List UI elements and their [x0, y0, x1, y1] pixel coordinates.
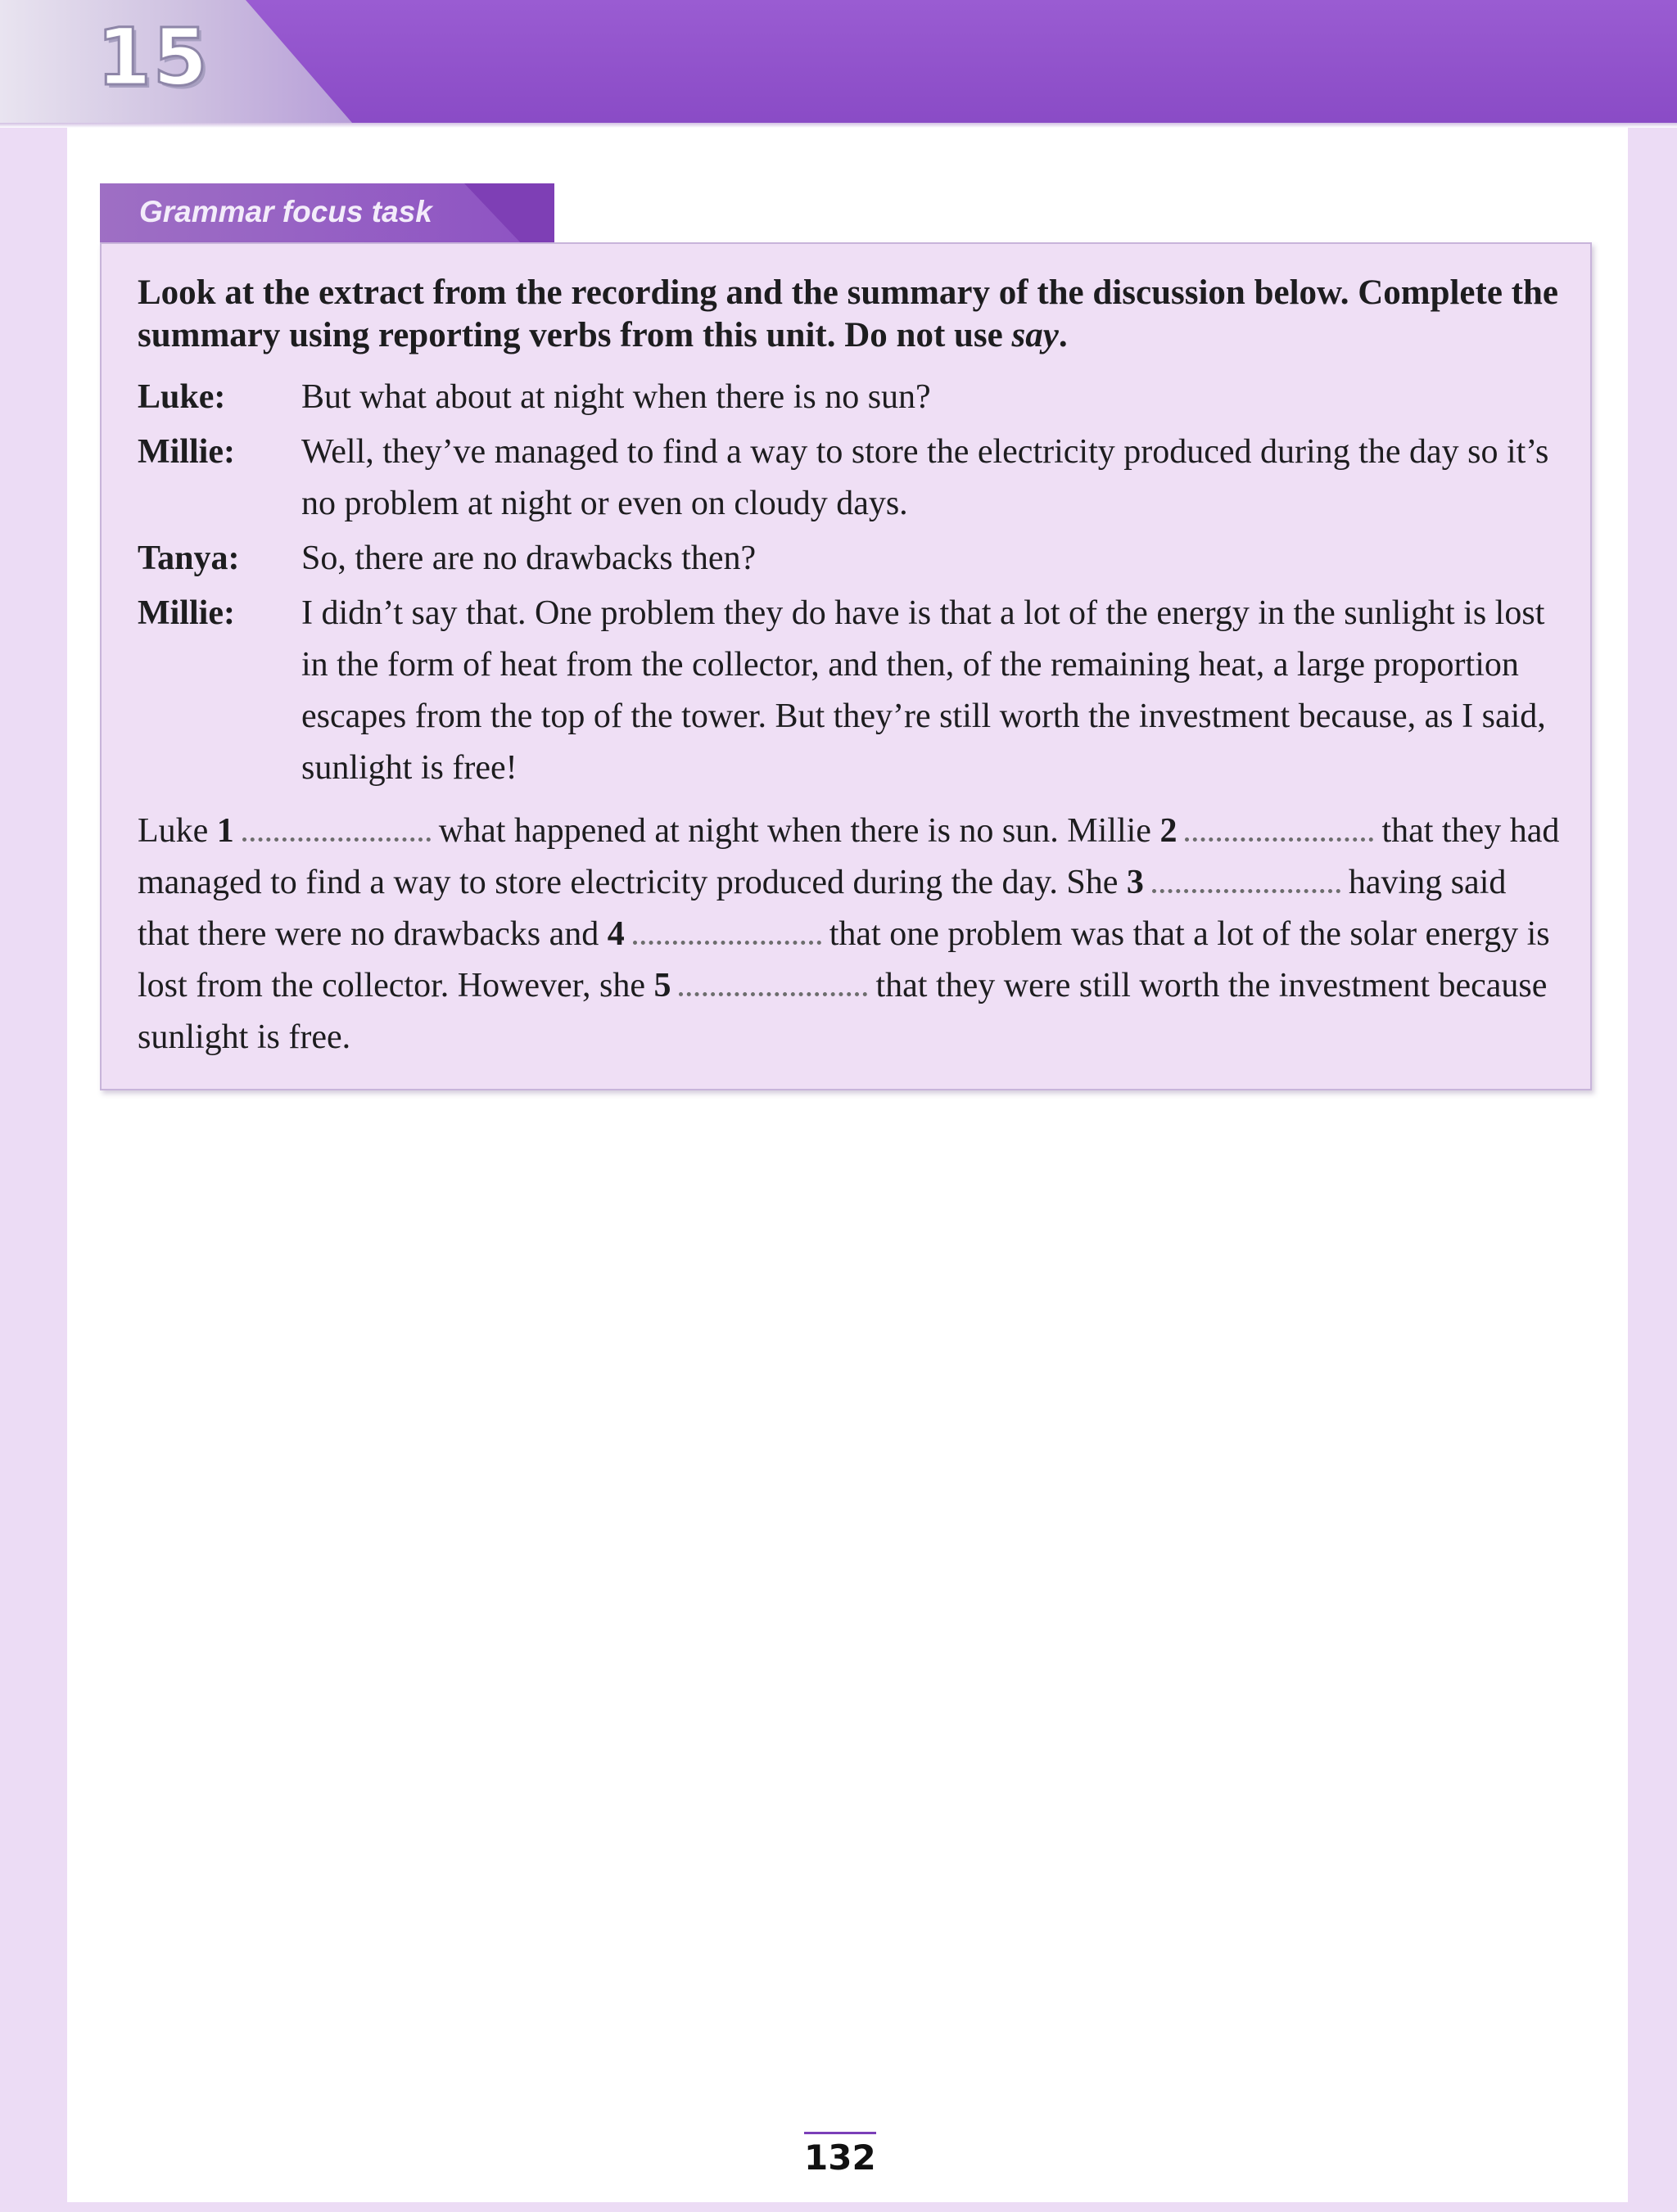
gap-number: 2: [1159, 812, 1178, 850]
gap-number: 5: [653, 967, 671, 1004]
summary-text: what happened at night when there is no sun. Millie: [438, 812, 1151, 850]
dialogue-line: [138, 427, 1562, 530]
dialogue-extract: [138, 372, 1562, 797]
answer-gap-5[interactable]: [679, 986, 867, 996]
gap-number: 1: [216, 812, 234, 850]
summary-text: that they had managed to find a way to store electricity produced during the day. She: [138, 812, 1560, 901]
dialogue-line: [138, 588, 1562, 794]
answer-gap-3[interactable]: [1152, 883, 1340, 893]
gap-number: 4: [607, 915, 625, 953]
speech-text: Well, they’ve managed to find a way to store the electricity produced during the day so it’s no problem at night or even on cloudy days.: [301, 433, 1549, 522]
summary-paragraph: [138, 806, 1562, 1063]
task-instructions: [138, 272, 1562, 357]
task-label-banner: [100, 183, 554, 242]
summary-text: Luke: [138, 812, 209, 850]
bottom-margin-strip: [0, 2202, 1677, 2212]
unit-number: 15: [97, 11, 210, 103]
speaker-name: Millie:: [138, 433, 235, 471]
banner-fold: [464, 183, 554, 242]
instructions-emphasis: say: [1011, 316, 1059, 354]
answer-gap-1[interactable]: [242, 831, 431, 842]
summary-text: that one problem was that a lot of the solar energy is lost from the collector. However, she: [138, 915, 1550, 1004]
right-margin-strip: [1628, 128, 1677, 2212]
instructions-end: .: [1058, 316, 1068, 354]
gap-number: 3: [1126, 864, 1144, 901]
speaker-name: Millie:: [138, 594, 235, 632]
summary-text: having said that there were no drawbacks and: [138, 864, 1507, 953]
instructions-text: Look at the extract from the recording and the summary of the discussion below. Complete the summary using reporting verbs from this unit. Do not use: [138, 273, 1558, 354]
summary-text: that they were still worth the investment because sunlight is free.: [138, 967, 1548, 1056]
task-label: Grammar focus task: [139, 195, 432, 228]
speech-text: But what about at night when there is no sun?: [301, 378, 931, 416]
speaker-name: Tanya:: [138, 539, 240, 577]
page-number: 132: [804, 2132, 876, 2178]
dialogue-line: [138, 372, 1562, 423]
dialogue-line: [138, 533, 1562, 585]
task-box: [100, 242, 1592, 1090]
speech-text: So, there are no drawbacks then?: [301, 539, 757, 577]
speech-text: I didn’t say that. One problem they do have is that a lot of the energy in the sunlight is lost in the form of heat from the collector, and then, of the remaining heat, a large proportion escapes from the top of the tower. But they’re still worth the investment because, as I said, sunlight is free!: [301, 594, 1546, 787]
left-margin-strip: [0, 128, 67, 2212]
speaker-name: Luke:: [138, 378, 226, 416]
answer-gap-2[interactable]: [1185, 831, 1373, 842]
answer-gap-4[interactable]: [633, 934, 821, 945]
